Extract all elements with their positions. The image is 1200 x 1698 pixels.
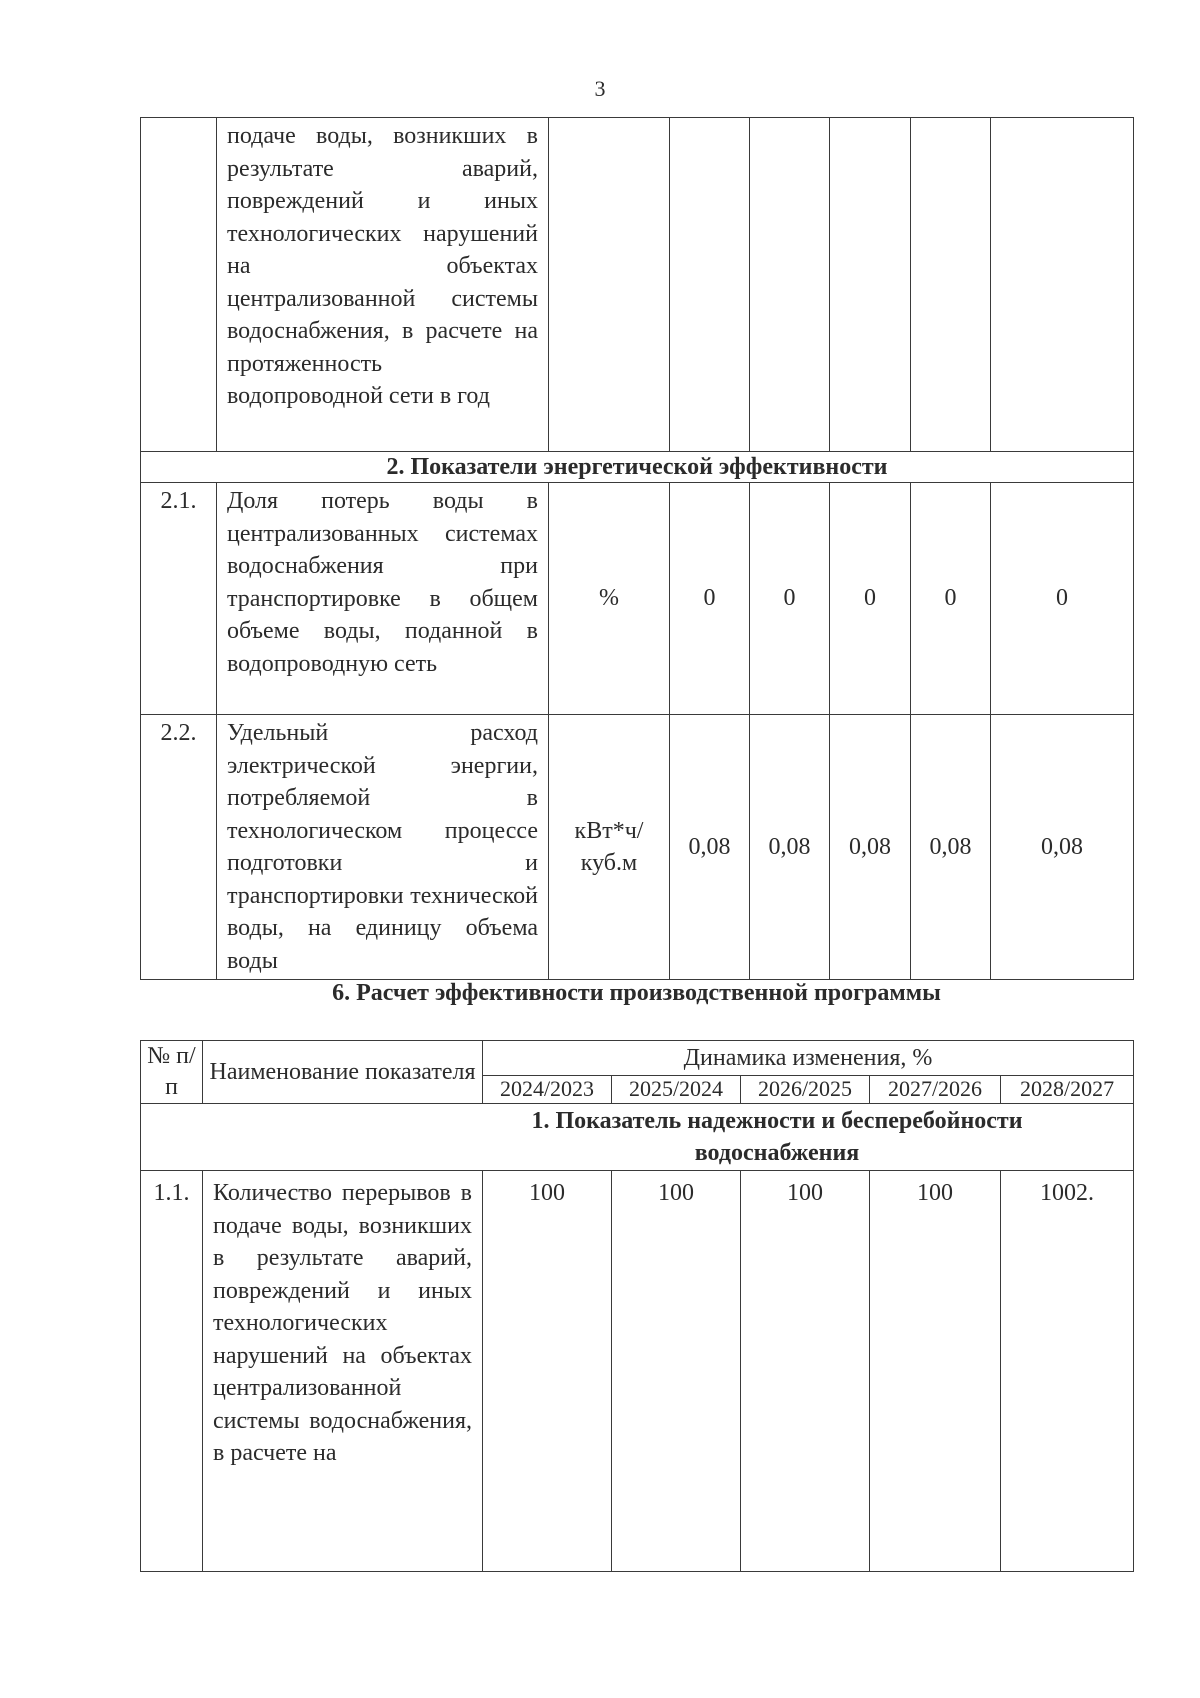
indicator-name-cell: Доля потерь воды в централизованных системах водоснабжения при транспортировке в общем объеме воды, поданной в водопроводную сеть bbox=[217, 483, 549, 715]
value-cell: 1002. bbox=[1001, 1171, 1134, 1572]
value-cell: 100 bbox=[741, 1171, 870, 1572]
section-row bbox=[141, 1104, 1134, 1171]
value-cell: 0 bbox=[991, 483, 1134, 715]
indicator-name-cell: Удельный расход электрической энергии, потребляемой в технологическом процессе подготовки и транспортировки технической воды, на единицу объема воды bbox=[217, 715, 549, 980]
header-year-cell: 2027/2026 bbox=[870, 1075, 1001, 1103]
indicators-table bbox=[140, 117, 1134, 980]
row-number-cell: 2.2. bbox=[141, 715, 217, 980]
value-cell bbox=[670, 118, 750, 452]
page-number: 3 bbox=[594, 76, 606, 101]
value-cell: 0 bbox=[911, 483, 991, 715]
value-cell: 0 bbox=[830, 483, 911, 715]
efficiency-table bbox=[140, 1040, 1134, 1572]
row-number-cell: 1.1. bbox=[141, 1171, 203, 1572]
section-title: 2. Показатели энергетической эффективности bbox=[141, 452, 1134, 483]
value-cell: 0 bbox=[750, 483, 830, 715]
table-row bbox=[141, 1171, 1134, 1572]
value-cell: 100 bbox=[612, 1171, 741, 1572]
header-num-cell: № п/п bbox=[141, 1041, 203, 1104]
section-title-cell bbox=[141, 1104, 1134, 1171]
unit-cell: % bbox=[549, 483, 670, 715]
row-number-cell: 2.1. bbox=[141, 483, 217, 715]
header-dynamics-cell: Динамика изменения, % bbox=[483, 1041, 1134, 1076]
table-row-continuation bbox=[141, 118, 1134, 452]
table-row bbox=[141, 715, 1134, 980]
unit-cell: кВт*ч/ куб.м bbox=[549, 715, 670, 980]
header-name-cell: Наименование показателя bbox=[203, 1041, 483, 1104]
section-title: 1. Показатель надежности и бесперебойности водоснабжения bbox=[531, 1108, 1023, 1166]
value-cell: 0 bbox=[670, 483, 750, 715]
section-row bbox=[141, 452, 1134, 483]
section-heading: 6. Расчет эффективности производственной программы bbox=[332, 980, 941, 1006]
value-cell bbox=[750, 118, 830, 452]
value-cell: 0,08 bbox=[991, 715, 1134, 980]
header-year-cell: 2028/2027 bbox=[1001, 1075, 1134, 1103]
indicator-name-cell: Количество перерывов в подаче воды, возникших в результате аварий, повреждений и иных технологических нарушений на объектах централизованной системы водоснабжения, в расчете на bbox=[203, 1171, 483, 1572]
value-cell: 0,08 bbox=[750, 715, 830, 980]
header-row bbox=[141, 1041, 1134, 1076]
value-cell: 0,08 bbox=[830, 715, 911, 980]
indicator-name-cell: подаче воды, возникших в результате аварий, повреждений и иных технологических нарушений на объектах централизованной системы водоснабжения, в расчете на протяженность водопроводной сети в год bbox=[217, 118, 549, 452]
header-year-cell: 2025/2024 bbox=[612, 1075, 741, 1103]
row-number-cell bbox=[141, 118, 217, 452]
value-cell: 100 bbox=[870, 1171, 1001, 1572]
value-cell: 0,08 bbox=[911, 715, 991, 980]
header-year-cell: 2024/2023 bbox=[483, 1075, 612, 1103]
unit-cell bbox=[549, 118, 670, 452]
value-cell: 100 bbox=[483, 1171, 612, 1572]
value-cell bbox=[830, 118, 911, 452]
header-year-cell: 2026/2025 bbox=[741, 1075, 870, 1103]
table-row bbox=[141, 483, 1134, 715]
value-cell bbox=[911, 118, 991, 452]
value-cell: 0,08 bbox=[670, 715, 750, 980]
value-cell bbox=[991, 118, 1134, 452]
